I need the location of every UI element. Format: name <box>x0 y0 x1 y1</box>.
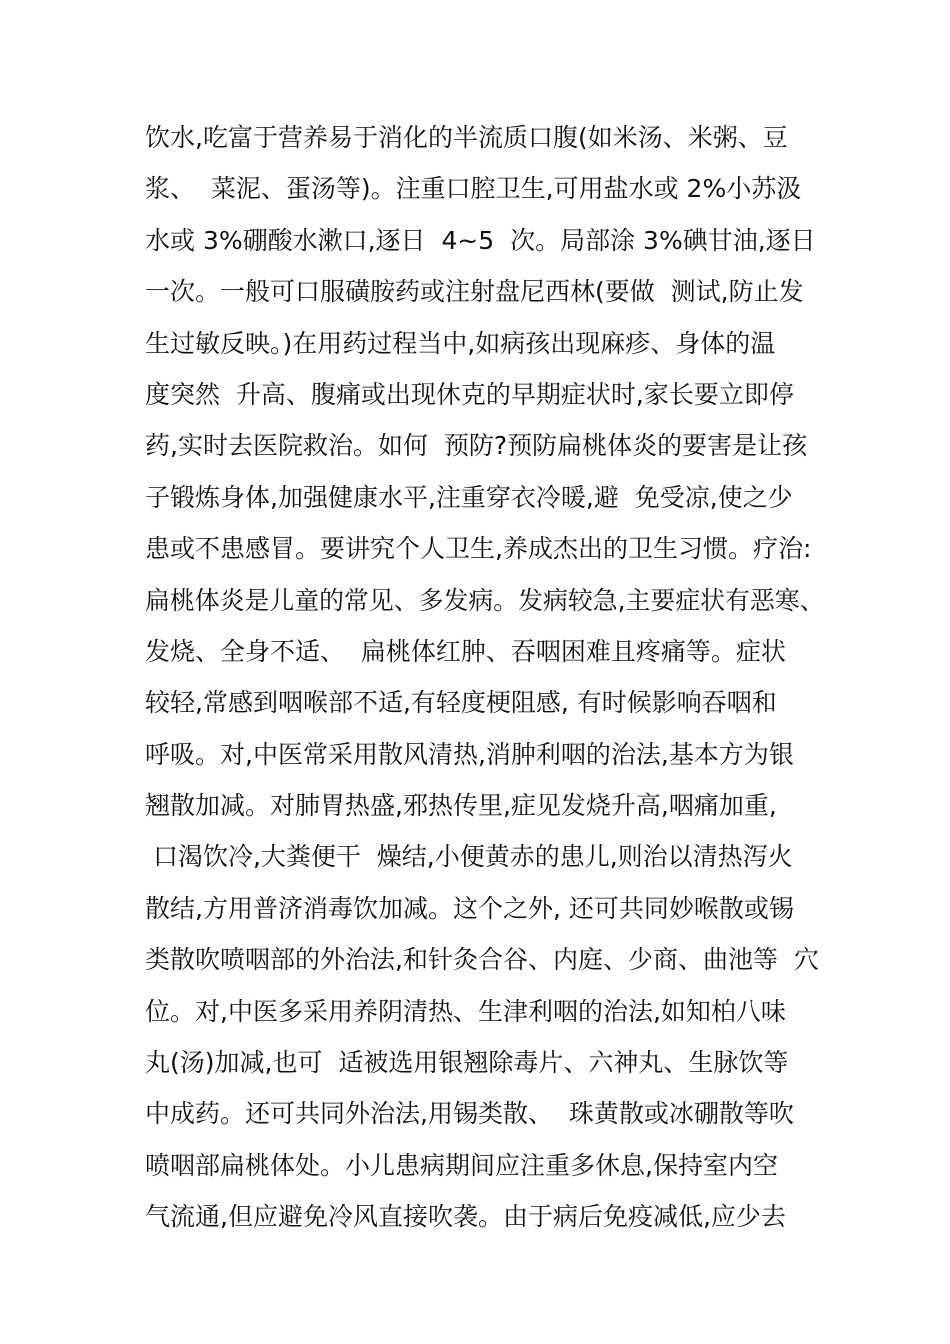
text-line: 位。对,中医多采用养阴清热、生津利咽的治法,如知柏八味 <box>145 996 786 1026</box>
text-line: 喷咽部扁桃体处。小儿患病期间应注重多休息,保持室内空 <box>145 1150 778 1180</box>
text-line: 呼吸。对,中医常采用散风清热,消肿利咽的治法,基本方为银 <box>145 739 794 769</box>
text-line: 饮水,吃富于营养易于消化的半流质口腹(如米汤、米粥、豆 <box>145 123 788 152</box>
text-line: 发烧、全身不适、 扁桃体红肿、吞咽困难且疼痛等。症状 <box>145 636 786 666</box>
text-line: 较轻,常感到咽喉部不适,有轻度梗阻感, 有时候影响吞咽和 <box>145 688 777 718</box>
text-line: 浆、 菜泥、蛋汤等)。注重口腔卫生,可用盐水或 2%小苏汲 <box>145 174 802 204</box>
body-text <box>145 112 825 1243</box>
text-line: 气流通,但应避免冷风直接吹袭。由于病后免疫减低,应少去 <box>145 1202 786 1232</box>
text-line: 子锻炼身体,加强健康水平,注重穿衣冷暖,避 免受凉,使之少 <box>145 482 793 512</box>
text-line: 口渴饮冷,大粪便干 燥结,小便黄赤的患儿,则治以清热泻火 <box>145 842 793 872</box>
text-line: 生过敏反映。)在用药过程当中,如病孩出现麻疹、身体的温 <box>145 328 776 358</box>
text-line: 丸(汤)加减,也可 适被选用银翘除毒片、六神丸、生脉饮等 <box>145 1048 789 1078</box>
text-line: 水或 3%硼酸水漱口,逐日 4~5 次。局部涂 3%碘甘油,逐日 <box>145 225 816 255</box>
text-line: 一次。一般可口服磺胺药或注射盘尼西林(要做 测试,防止发 <box>145 277 804 307</box>
text-line: 类散吹喷咽部的外治法,和针灸合谷、内庭、少商、曲池等 穴 <box>145 945 819 975</box>
text-line: 中成药。还可共同外治法,用锡类散、 珠黄散或冰硼散等吹 <box>145 1099 794 1129</box>
text-line: 散结,方用普济消毒饮加减。这个之外, 还可共同妙喉散或锡 <box>145 893 794 923</box>
text-line: 度突然 升高、腹痛或出现休克的早期症状时,家长要立即停 <box>145 379 794 409</box>
text-line: 扁桃体炎是儿童的常见、多发病。发病较急,主要症状有恶寒、 <box>145 585 825 615</box>
text-line: 药,实时去医院救治。如何 预防?预防扁桃体炎的要害是让孩 <box>145 431 808 461</box>
text-line: 患或不患感冒。要讲究个人卫生,养成杰出的卫生习惯。疗治: <box>145 534 812 564</box>
text-line: 翘散加减。对肺胃热盛,邪热传里,症见发烧升高,咽痛加重, <box>145 791 777 821</box>
